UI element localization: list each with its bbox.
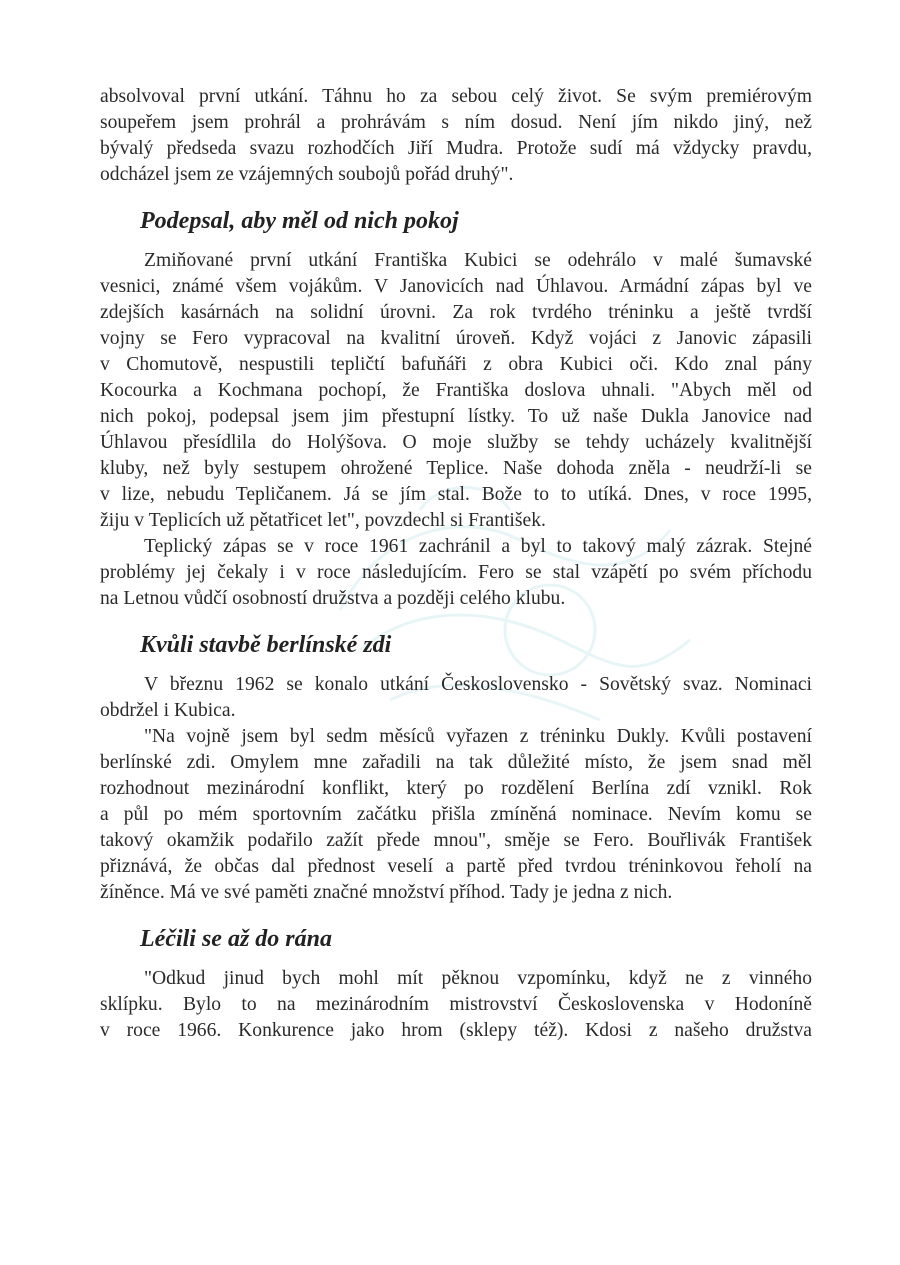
paragraph xyxy=(100,966,812,1044)
text-line: odcházel jsem ze vzájemných soubojů pořád druhý". xyxy=(100,164,514,185)
text-line: vesnici, známé všem vojákům. V Janovicích nad Úhlavou. Armádní zápas byl ve xyxy=(100,276,812,297)
document-body xyxy=(100,84,812,1044)
text-line: žiju v Teplicích už pětatřicet let", povzdechl si František. xyxy=(100,510,546,531)
paragraph-intro xyxy=(100,84,812,188)
section-heading: Kvůli stavbě berlínské zdi xyxy=(140,632,392,658)
paragraph xyxy=(100,534,812,612)
text-line: Zmiňované první utkání Františka Kubici se odehrálo v malé šumavské xyxy=(144,250,812,271)
text-line: berlínské zdi. Omylem mne zařadili na tak důležité místo, že jsem snad měl xyxy=(100,752,812,773)
text-line: přiznává, že občas dal přednost veselí a partě před tvrdou tréninkovou řeholí na xyxy=(100,856,812,877)
text-line: v Chomutově, nespustili tepličtí bafuňáři z obra Kubici oči. Kdo znal pány xyxy=(100,354,812,375)
text-line: na Letnou vůdčí osobností družstva a později celého klubu. xyxy=(100,588,566,609)
text-line: Úhlavou přesídlila do Holýšova. O moje služby se tehdy ucházely kvalitnější xyxy=(100,432,812,453)
paragraph xyxy=(100,724,812,906)
text-line: Kocourka a Kochmana pochopí, že Františka doslova uhnali. "Abych měl od xyxy=(100,380,812,401)
text-line: obdržel i Kubica. xyxy=(100,700,236,721)
text-line: problémy jej čekaly i v roce následujícím. Fero se stal vzápětí po svém příchodu xyxy=(100,562,812,583)
text-line: zdejších kasárnách na solidní úrovni. Za rok tvrdého tréninku a ještě tvrdší xyxy=(100,302,812,323)
text-line: "Na vojně jsem byl sedm měsíců vyřazen z tréninku Dukly. Kvůli postavení xyxy=(144,726,812,747)
text-line: takový okamžik podařilo zažít přede mnou", směje se Fero. Bouřlivák František xyxy=(100,830,812,851)
paragraph xyxy=(100,672,812,724)
text-line: rozhodnout mezinárodní konflikt, který po rozdělení Berlína zdí vznikl. Rok xyxy=(100,778,812,799)
text-line: a půl po mém sportovním začátku přišla zmíněná nominace. Nevím komu se xyxy=(100,804,812,825)
text-line: žíněnce. Má ve své paměti značné množství příhod. Tady je jedna z nich. xyxy=(100,882,673,903)
text-line: vojny se Fero vypracoval na kvalitní úroveň. Když vojáci z Janovic zápasili xyxy=(100,328,812,349)
text-line: soupeřem jsem prohrál a prohrávám s ním dosud. Není jím nikdo jiný, než xyxy=(100,112,812,133)
text-line: kluby, než byly sestupem ohrožené Teplice. Naše dohoda zněla - neudrží-li se xyxy=(100,458,812,479)
text-line: absolvoval první utkání. Táhnu ho za sebou celý život. Se svým premiérovým xyxy=(100,86,812,107)
section-heading: Léčili se až do rána xyxy=(140,926,332,952)
section-heading: Podepsal, aby měl od nich pokoj xyxy=(140,208,459,234)
text-line: sklípku. Bylo to na mezinárodním mistrovství Československa v Hodoníně xyxy=(100,994,812,1015)
text-line: nich pokoj, podepsal jsem jim přestupní lístky. To už naše Dukla Janovice nad xyxy=(100,406,812,427)
paragraph xyxy=(100,248,812,534)
text-line: Teplický zápas se v roce 1961 zachránil a byl to takový malý zázrak. Stejné xyxy=(144,536,812,557)
text-line: "Odkud jinud bych mohl mít pěknou vzpomínku, když ne z vinného xyxy=(144,968,812,989)
text-line: v roce 1966. Konkurence jako hrom (sklepy též). Kdosi z našeho družstva xyxy=(100,1020,812,1041)
text-line: bývalý předseda svazu rozhodčích Jiří Mudra. Protože sudí má vždycky pravdu, xyxy=(100,138,812,159)
text-line: v lize, nebudu Tepličanem. Já se jím stal. Bože to to utíká. Dnes, v roce 1995, xyxy=(100,484,812,505)
text-line: V březnu 1962 se konalo utkání Československo - Sovětský svaz. Nominaci xyxy=(144,674,812,695)
